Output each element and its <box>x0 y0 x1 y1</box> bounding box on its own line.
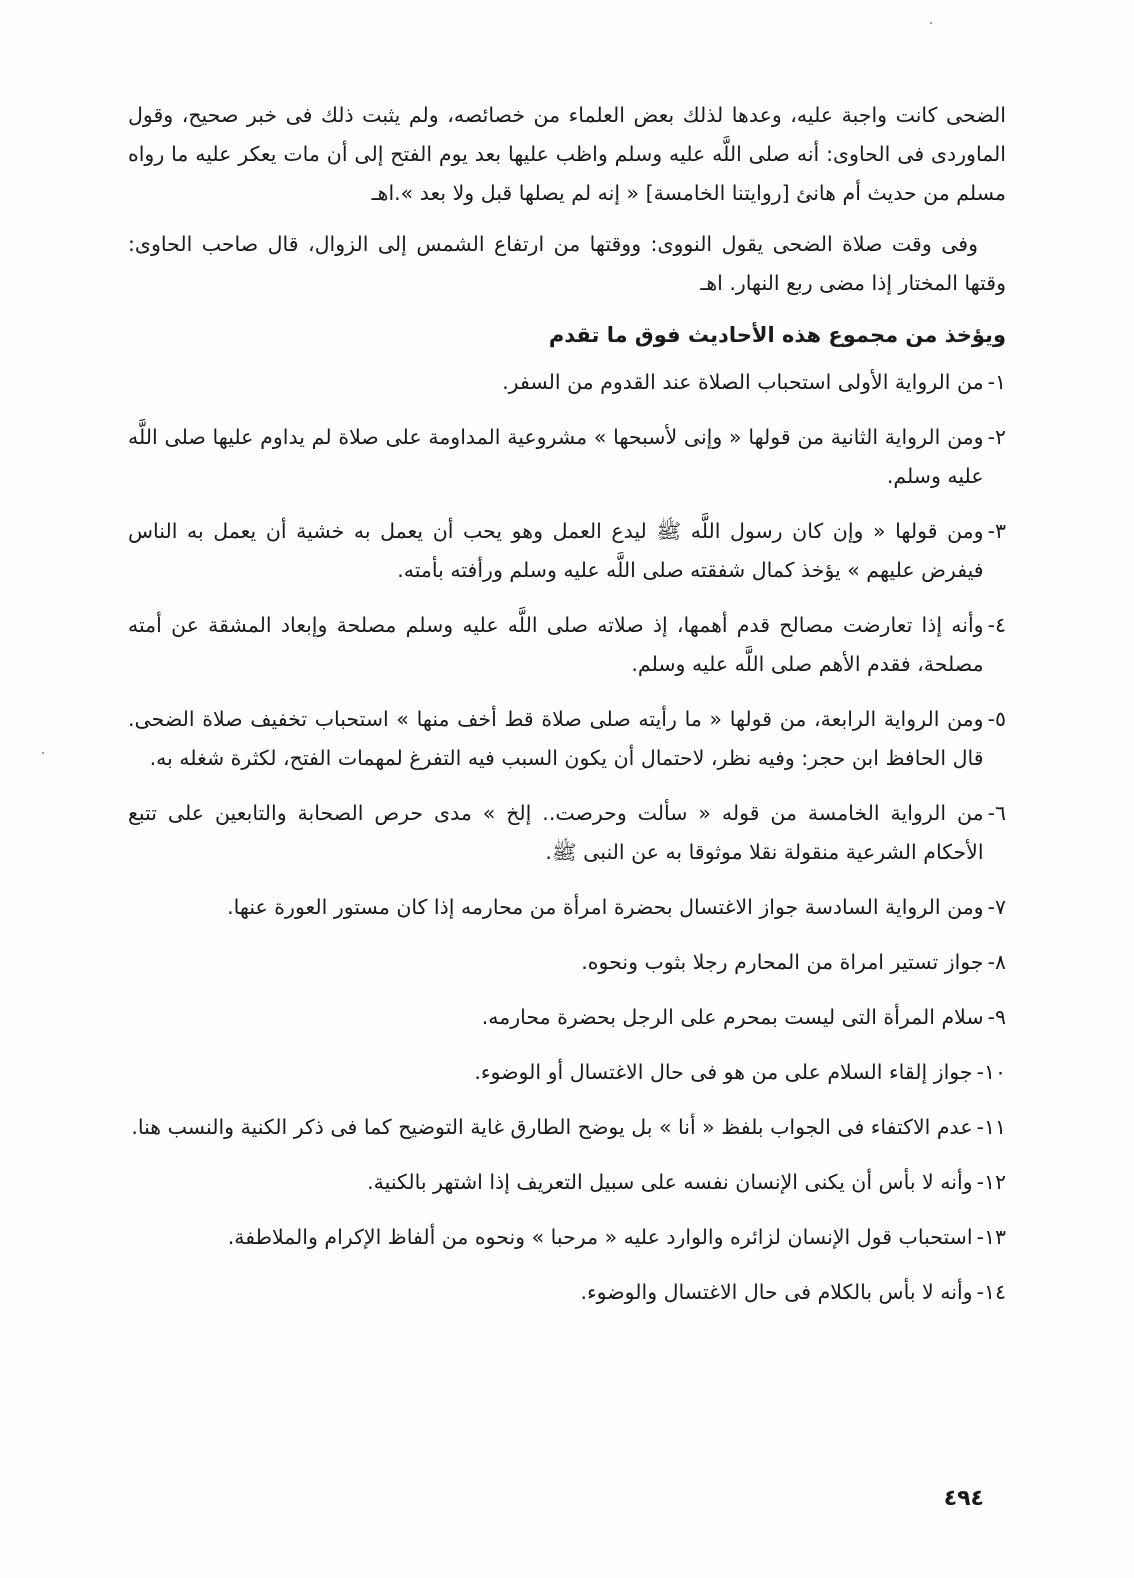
item-text: من الرواية الخامسة من قوله « سألت وحرصت.. إلخ » مدى حرص الصحابة والتابعين على تتبع الأحكام الشرعية منقولة نقلا موثوقا به عن النبى ﷺ. <box>128 801 984 864</box>
section-heading: ويؤخذ من مجموع هذه الأحاديث فوق ما تقدم <box>548 323 1006 347</box>
list-item <box>128 1053 1006 1092</box>
list-item <box>128 998 1006 1037</box>
item-number: ٢- <box>987 425 1006 449</box>
item-text: جواز إلقاء السلام على من هو فى حال الاغتسال أو الوضوء. <box>474 1060 973 1084</box>
list-item <box>128 1108 1006 1147</box>
page-number: ٤٩٤ <box>943 1486 984 1511</box>
list-item <box>128 606 1006 684</box>
item-text: جواز تستير امراة من المحارم رجلا بثوب ونحوه. <box>581 950 984 974</box>
item-number: ١٠- <box>976 1060 1006 1084</box>
item-text: ومن الرواية السادسة جواز الاغتسال بحضرة امرأة من محارمه إذا كان مستور العورة عنها. <box>227 895 984 919</box>
item-text: وأنه لا بأس أن يكنى الإنسان نفسه على سبيل التعريف إذا اشتهر بالكنية. <box>367 1170 973 1194</box>
list-item <box>128 794 1006 872</box>
benefits-list <box>128 363 1006 1312</box>
item-text: ومن قولها « وإن كان رسول اللَّه ﷺ ليدع العمل وهو يحب أن يعمل به خشية أن يعمل به الناس فيفرض عليهم » يؤخذ كمال شفقته صلى اللَّه عليه وسلم ورأفته بأمته. <box>128 519 984 582</box>
item-number: ٣- <box>987 519 1006 543</box>
list-item <box>128 512 1006 590</box>
intro-paragraph: وفى وقت صلاة الضحى يقول النووى: ووقتها من ارتفاع الشمس إلى الزوال، قال صاحب الحاوى: وقتها المختار إذا مضى ربع النهار. اهـ <box>128 232 1006 295</box>
scan-speck <box>930 22 932 24</box>
list-item <box>128 418 1006 496</box>
item-text: سلام المرأة التى ليست بمحرم على الرجل بحضرة محارمه. <box>481 1005 984 1029</box>
item-number: ٦- <box>987 801 1006 825</box>
item-text: ومن الرواية الثانية من قولها « وإنى لأسبحها » مشروعية المداومة على صلاة لم يداوم عليها صلى اللَّه عليه وسلم. <box>128 425 984 488</box>
item-number: ١٤- <box>976 1280 1006 1304</box>
item-text: استحباب قول الإنسان لزائره والوارد عليه « مرحبا » ونحوه من ألفاظ الإكرام والملاطفة. <box>227 1225 973 1249</box>
intro-paragraph: الضحى كانت واجبة عليه، وعدها لذلك بعض العلماء من خصائصه، ولم يثبت ذلك فى خبر صحيح، وقول الماوردى فى الحاوى: أنه صلى اللَّه عليه وسلم واظب عليها بعد يوم الفتح إلى أن مات يعكر عليه ما رواه مسلم من حديث أم هانئ [روايتنا الخامسة] « إنه لم يصلها قبل ولا بعد ».اهـ <box>128 103 1006 205</box>
list-item <box>128 1218 1006 1257</box>
item-number: ١- <box>987 370 1006 394</box>
item-number: ٩- <box>987 1005 1006 1029</box>
list-item <box>128 1273 1006 1312</box>
list-item <box>128 363 1006 402</box>
item-number: ١٢- <box>976 1170 1006 1194</box>
scan-speck <box>42 752 44 754</box>
item-text: وأنه لا بأس بالكلام فى حال الاغتسال والوضوء. <box>580 1280 973 1304</box>
item-text: من الرواية الأولى استحباب الصلاة عند القدوم من السفر. <box>502 370 984 394</box>
item-number: ١٣- <box>976 1225 1006 1249</box>
list-item <box>128 943 1006 982</box>
item-number: ٨- <box>987 950 1006 974</box>
list-item <box>128 700 1006 778</box>
list-item <box>128 888 1006 927</box>
item-text: ومن الرواية الرابعة، من قولها « ما رأيته صلى صلاة قط أخف منها » استحباب تخفيف صلاة الضحى. قال الحافظ ابن حجر: وفيه نظر، لاحتمال أن يكون السبب فيه التفرغ لمهمات الفتح، لكثرة شغله به. <box>128 707 984 770</box>
item-number: ١١- <box>976 1115 1006 1139</box>
item-number: ٥- <box>987 707 1006 731</box>
item-number: ٤- <box>987 613 1006 637</box>
page-body <box>128 96 1006 1328</box>
item-text: وأنه إذا تعارضت مصالح قدم أهمها، إذ صلاته صلى اللَّه عليه وسلم مصلحة وإبعاد المشقة عن أمته مصلحة، فقدم الأهم صلى اللَّه عليه وسلم. <box>128 613 984 676</box>
item-number: ٧- <box>987 895 1006 919</box>
list-item <box>128 1163 1006 1202</box>
item-text: عدم الاكتفاء فى الجواب بلفظ « أنا » بل يوضح الطارق غاية التوضيح كما فى ذكر الكنية والنسب هنا. <box>131 1115 973 1139</box>
